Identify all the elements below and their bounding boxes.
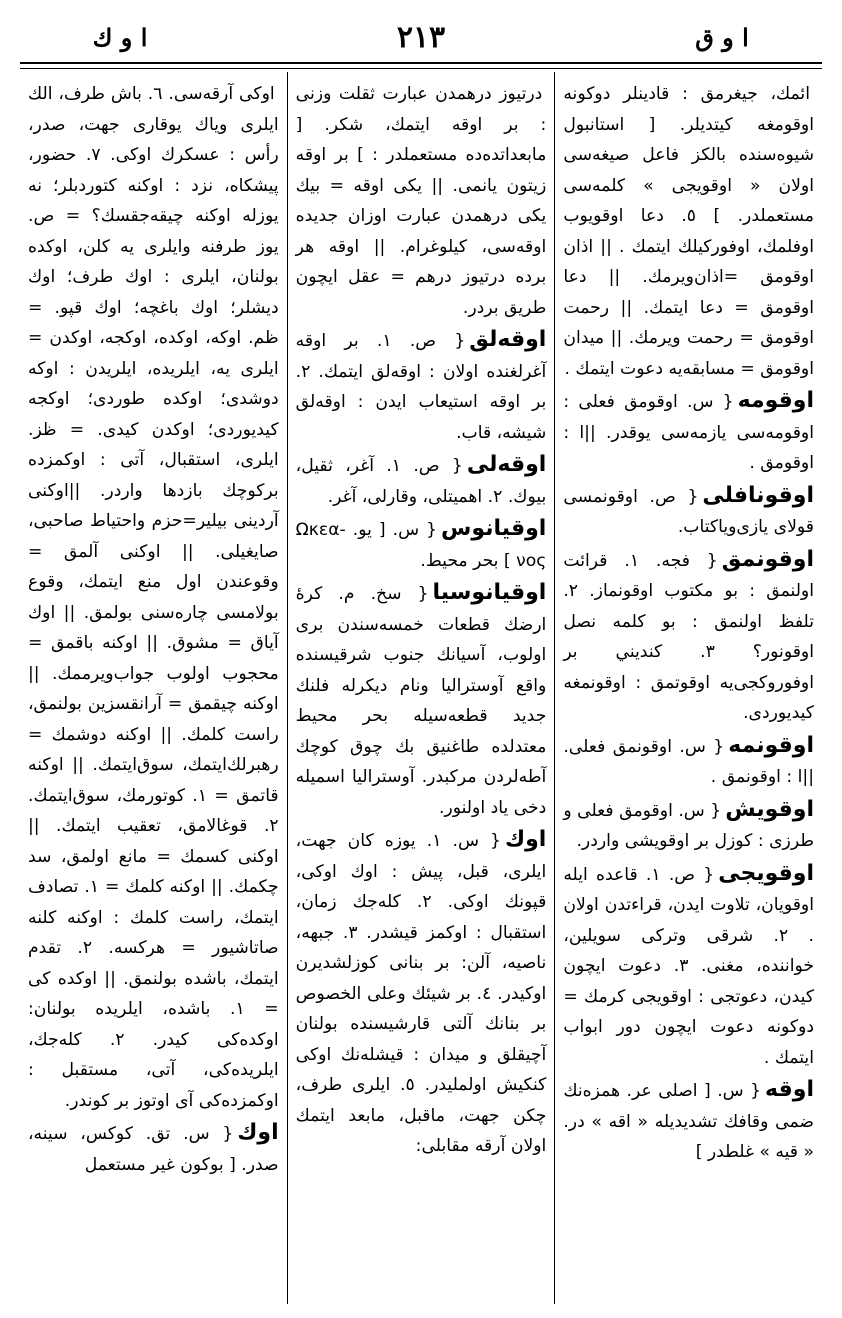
dictionary-entry xyxy=(563,795,814,857)
entry-text: { ص. ١. بر اوقه آغرلغنده اولان : اوقه‌لق ايتمك. ٢. بر اوقه استيعاب ايدن : اوقه‌لق شيشه، قاب. xyxy=(295,331,547,443)
column-middle xyxy=(288,72,556,1304)
dictionary-entry xyxy=(563,545,814,729)
entry-headword: اوك xyxy=(237,1120,279,1145)
entry-text: { سخ. م. كره‌ٔ ارضك قطعات خمسه‌سندن برى اولوب، آسيانك جنوب شرقيسنده واقع آوستراليا ونام ديكرله فلنك جديد قطعه‌سيله بحر محيط معتدلده طاغنيق بك چوق كوچك آطه‌لردن مركبدر. آوستراليا اسميله دخى ياد اولنور. xyxy=(295,584,547,818)
header-rule-thin xyxy=(20,68,822,69)
entry-text: { ص. اوقونمسى قولاى يازى‌وياكتاب. xyxy=(563,486,814,537)
entry-headword: اوقونمق xyxy=(721,546,814,572)
entry-headword: اوقه xyxy=(765,1077,814,1102)
entry-text: درتيوز درهمدن عبارت ثقلت وزنى : بر اوقه ايتمك، شكر. [ مابعداتده‌ده مستعملدر : ] بر اوقه زيتون يانمى. || يكى اوقه = بيك يكى درهمدن عبارت اوزان جديده اوقه‌سى، كيلوغرام. || اوقه هر برده درتيوز درهم = عقل ايچون طريق بردر. xyxy=(295,84,547,318)
dictionary-page xyxy=(20,14,822,1304)
dictionary-entry xyxy=(563,731,814,793)
dictionary-entry xyxy=(563,859,814,1074)
text-columns xyxy=(20,72,822,1304)
entry-text: { فجه. ١. قرائت اولنمق : بو مكتوب اوقونماز. ٢. تلفظ اولنمق : بو كلمه نصل اوقونور؟ ٣. كنديني بر اوفوروكجى‌يه اوقوتمق : اوقونمغه كيديوردى. xyxy=(563,550,814,723)
entry-text: { س. اوقونمق فعلى. ||ا : اوقونمق . xyxy=(563,736,814,787)
entry-text: ائمك، جيغرمق : قادينلر دوكونه اوقومغه كيتديلر. [ استانبول شيوه‌سنده بالكز فاعل صيغه‌سى اولان « اوقويجى » كلمه‌سى مستعملدر. ] ٥. دعا اوقويوب اوفلمك، اوفوركيلك ايتمك . || اذان اوقومق =اذان‌ويرمك. || دعا اوقومق = دعا ايتمك. || رحمت اوقومق = رحمت ويرمك. || ميدان اوقومق = مسابقه‌يه دعوت ايتمك . xyxy=(563,84,814,379)
entry-headword: اوقونافلى xyxy=(702,482,814,508)
entry-text: { س. اوقومق فعلى و طرزى : كوزل بر اوقويشى واردر. xyxy=(563,800,814,851)
entry-headword: اوقيانوس xyxy=(441,516,547,541)
entry-text: { س. ١. يوزه كان جهت، ايلرى، قبل، پيش : اوك اوكى، قپونك اوكى. ٢. كله‌جك زمان، استقبال : اوكمز قيشدر. ٣. جبهه، ناصيه، آلن: بر بنانى كوزلشديرن اوكيدر. ٤. بر شيئك وعلى الخصوص بر بنانك آلتى قارشيسنده بولنان آچيقلق و ميدان : قيشله‌نك اوكى كنكيش اولمليدر. ٥. ايلرى طرف، چكن جهت، ماقبل، مابعد ايتمك اولان آرقه مقابلى: xyxy=(295,831,547,1156)
entry-text: { س. اوقومق فعلى : اوقومه‌سى يازمه‌سى يوقدر. ||ا : اوقومق . xyxy=(563,392,814,473)
entry-text: { ص. ١. قاعده ايله اوقويان، تلاوت ايدن، قراءتدن اولان . ٢. شرقى وتركى سويلين، خواننده، مغنى. ٣. دعوت ايچون كيدن، دعوتجى : اوقويجى كرمك = دوكونه دعوت ايچون دور ابواب ايتمك . xyxy=(563,864,814,1068)
page-header xyxy=(20,14,822,60)
entry-headword: اوقويجى xyxy=(718,860,814,886)
entry-headword: اوقه‌لى xyxy=(466,452,547,477)
dictionary-entry xyxy=(296,325,547,448)
entry-headword: اوقه‌لق xyxy=(469,327,547,352)
dictionary-entry xyxy=(296,78,547,323)
dictionary-entry xyxy=(563,78,814,384)
entry-text: اوكى آرقه‌سى. ٦. باش طرف، الك ايلرى وياك يوقارى جهت، صدر، رأس : عسكرك اوكى. ٧. حضور، پيشكاه، نزد : اوكنه كتوردبلر؛ نه يوزله اوكنه چيقه‌جقسك؟ = ص. يوز طرفنه وايلرى يه كلن، اوكده بولنان، ايلرى : اوك طرف؛ اوك ديشلر؛ اوك باغچه؛ اوك قپو. = ظم. اوكه، اوكده، اوكجه، اوكدن = ايلرى يه، ايلريده، ايلريدن : اوكه دوشدى؛ اوكده طوردى؛ اوكجه كيديوردى؛ اوكدن كيدى. = ظز. ايلرى، استقبال، آتى : اوكمزده بركوچك بازدها واردر. ||اوكنى آردينى بيلير=حزم واحتياط صاحبى، صايغيلى. || اوكنى آلمق = وقوعندن اول منع ايتمك، وقوع بولامسى چاره‌سنى بولمق. || اوك آياق = مشوق. || اوكنه باقمق = محجوب اولوب جواب‌ويرممك. ||اوكنه چيقمق = آرانقسزين بولنمق، راست كلمك. || اوكنه دوشمك = رهبرلك‌ايتمك، سوق‌ايتمك. || اوكنه قاتمق = ١. كوتورمك، سوق‌ايتمك. ٢. قوغالامق، تعقيب ايتمك. || اوكنى كسمك = مانع اولمق، سد چكمك. || اوكنه كلمك = ١. تصادف ايتمك، راست كلمك : اوكنه كلنه صاتاشيور = هركسه. ٢. تقدم ايتمك، باشده بولنمق. || اوكده كى = ١. باشده، ايلريده بولنان: اوكده‌كى كيدر. ٢. كله‌جك، ايلريده‌كى، آتى، مستقبل : اوكمزده‌كى آى اوتوز بر كوندر. xyxy=(27,84,279,1111)
dictionary-entry xyxy=(296,825,547,1162)
entry-text: { س. تق. كوكس، سينه، صدر. [ بوكون غير مستعمل xyxy=(27,1124,279,1175)
dictionary-entry xyxy=(296,450,547,512)
dictionary-entry xyxy=(296,514,547,576)
dictionary-entry xyxy=(296,578,547,823)
entry-text: { ص. ١. آغر، ثقيل، بيوك. ٢. اهميتلى، وقارلى، آغر. xyxy=(295,456,547,507)
page-number: ٢١٣ xyxy=(396,19,446,55)
dictionary-entry xyxy=(563,386,814,479)
dictionary-entry xyxy=(28,1118,279,1180)
column-right xyxy=(555,72,822,1304)
header-left-word: ا و ك xyxy=(92,22,148,52)
dictionary-entry xyxy=(563,1075,814,1168)
entry-headword: اوك xyxy=(504,827,547,852)
entry-headword: اوقومه xyxy=(737,388,814,413)
entry-headword: اوقيانوسيا xyxy=(432,580,547,605)
dictionary-entry xyxy=(28,78,279,1116)
header-right-word: ا و ق xyxy=(695,22,749,52)
dictionary-entry xyxy=(563,481,814,543)
entry-text: { س. [ اصلى عر. همزه‌نك ضمى وقافك تشديديله « اقه » در. « قيه » غلطدر ] xyxy=(563,1081,814,1162)
header-rule xyxy=(20,62,822,64)
entry-text: { س. [ يو. -Ωκεα νος ] بحر محيط. xyxy=(295,520,547,571)
entry-headword: اوقويش xyxy=(725,796,814,822)
column-left xyxy=(20,72,288,1304)
entry-headword: اوقونمه xyxy=(728,732,814,758)
